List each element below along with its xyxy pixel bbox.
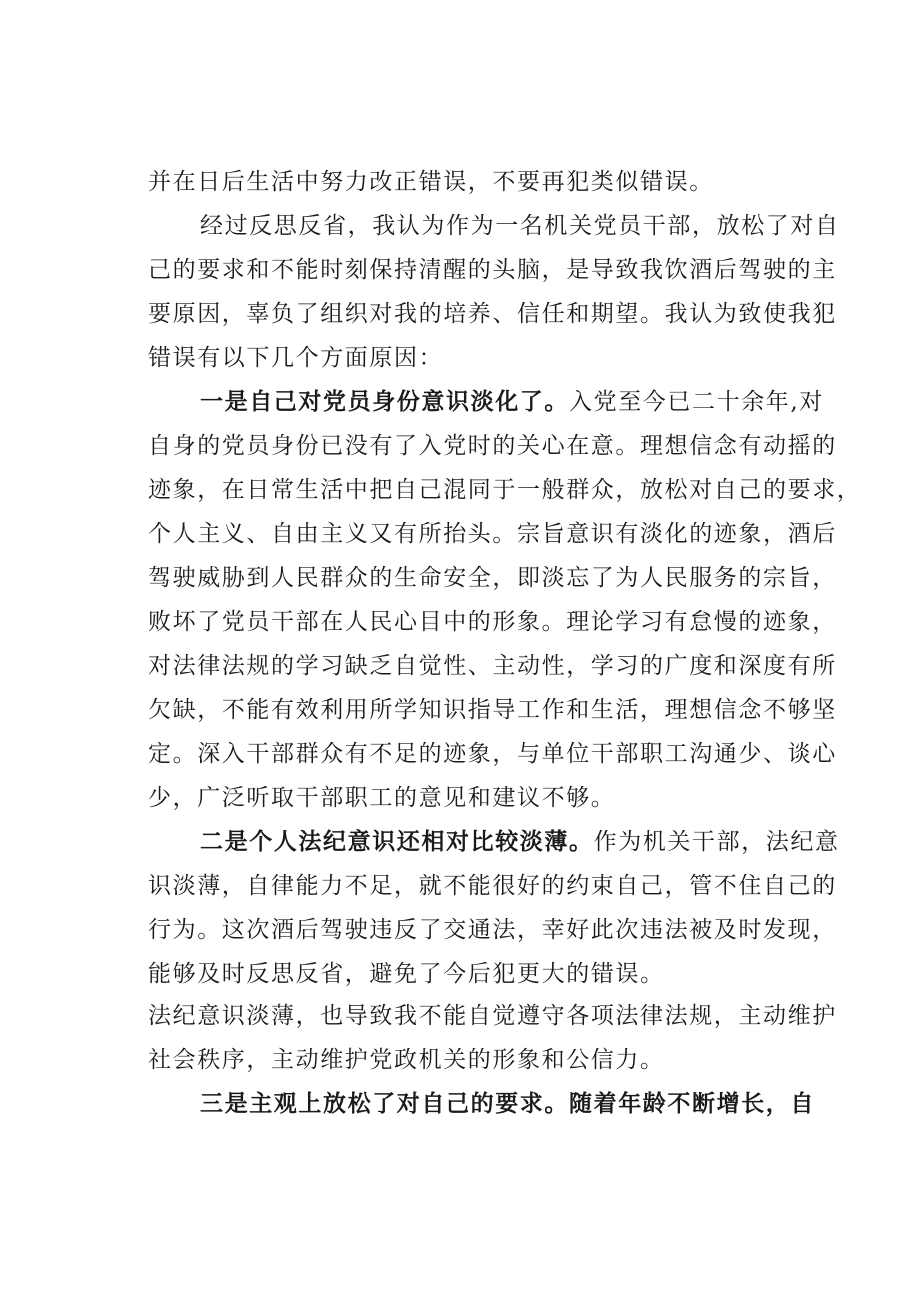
text-line: 行为。这次酒后驾驶违反了交通法，幸好此次违法被及时发现， xyxy=(148,917,837,943)
text-line: 识淡薄，自律能力不足，就不能很好的约束自己，管不住自己的 xyxy=(148,873,837,899)
text-line: 少，广泛听取干部职工的意见和建议不够。 xyxy=(148,785,616,811)
text-line: 法纪意识淡薄，也导致我不能自觉遵守各项法律法规，主动维护 xyxy=(148,1003,837,1029)
text-line: 定。深入干部群众有不足的迹象，与单位干部职工沟通少、谈心 xyxy=(148,741,837,767)
point-two-line xyxy=(200,827,840,857)
text-line: 己的要求和不能时刻保持清醒的头脑，是导致我饮酒后驾驶的主 xyxy=(148,257,837,283)
text-line: 自身的党员身份已没有了入党时的关心在意。理想信念有动摇的 xyxy=(148,433,837,459)
point-two-text: 作为机关干部，法纪意 xyxy=(593,829,840,855)
text-line: 对法律法规的学习缺乏自觉性、主动性，学习的广度和深度有所 xyxy=(148,653,837,679)
text-line: 个人主义、自由主义又有所抬头。宗旨意识有淡化的迹象，酒后 xyxy=(148,521,837,547)
text-line: 败坏了党员干部在人民心目中的形象。理论学习有怠慢的迹象， xyxy=(148,609,837,635)
text-line: 能够及时反思反省，避免了今后犯更大的错误。 xyxy=(148,961,665,987)
point-three-heading: 三是主观上放松了对自己的要求。随着年龄不断增长，自 xyxy=(200,1090,815,1117)
point-one-text: 入党至今已二十余年,对 xyxy=(569,389,824,415)
text-line: 社会秩序，主动维护党政机关的形象和公信力。 xyxy=(148,1047,665,1073)
text-line: 迹象，在日常生活中把自己混同于一般群众，放松对自己的要求， xyxy=(148,477,862,503)
text-line: 并在日后生活中努力改正错误，不要再犯类似错误。 xyxy=(148,169,714,195)
text-line: 欠缺，不能有效利用所学知识指导工作和生活，理想信念不够坚 xyxy=(148,697,837,723)
paragraph-start: 经过反思反省，我认为作为一名机关党员干部，放松了对自 xyxy=(200,213,840,239)
text-line: 驾驶威胁到人民群众的生命安全，即淡忘了为人民服务的宗旨， xyxy=(148,565,837,591)
point-one-line xyxy=(200,387,824,417)
text-line: 要原因，辜负了组织对我的培养、信任和期望。我认为致使我犯 xyxy=(148,301,837,327)
text-line: 错误有以下几个方面原因： xyxy=(148,345,444,371)
point-one-heading: 一是自己对党员身份意识淡化了。 xyxy=(200,388,569,415)
point-two-heading: 二是个人法纪意识还相对比较淡薄。 xyxy=(200,828,594,855)
